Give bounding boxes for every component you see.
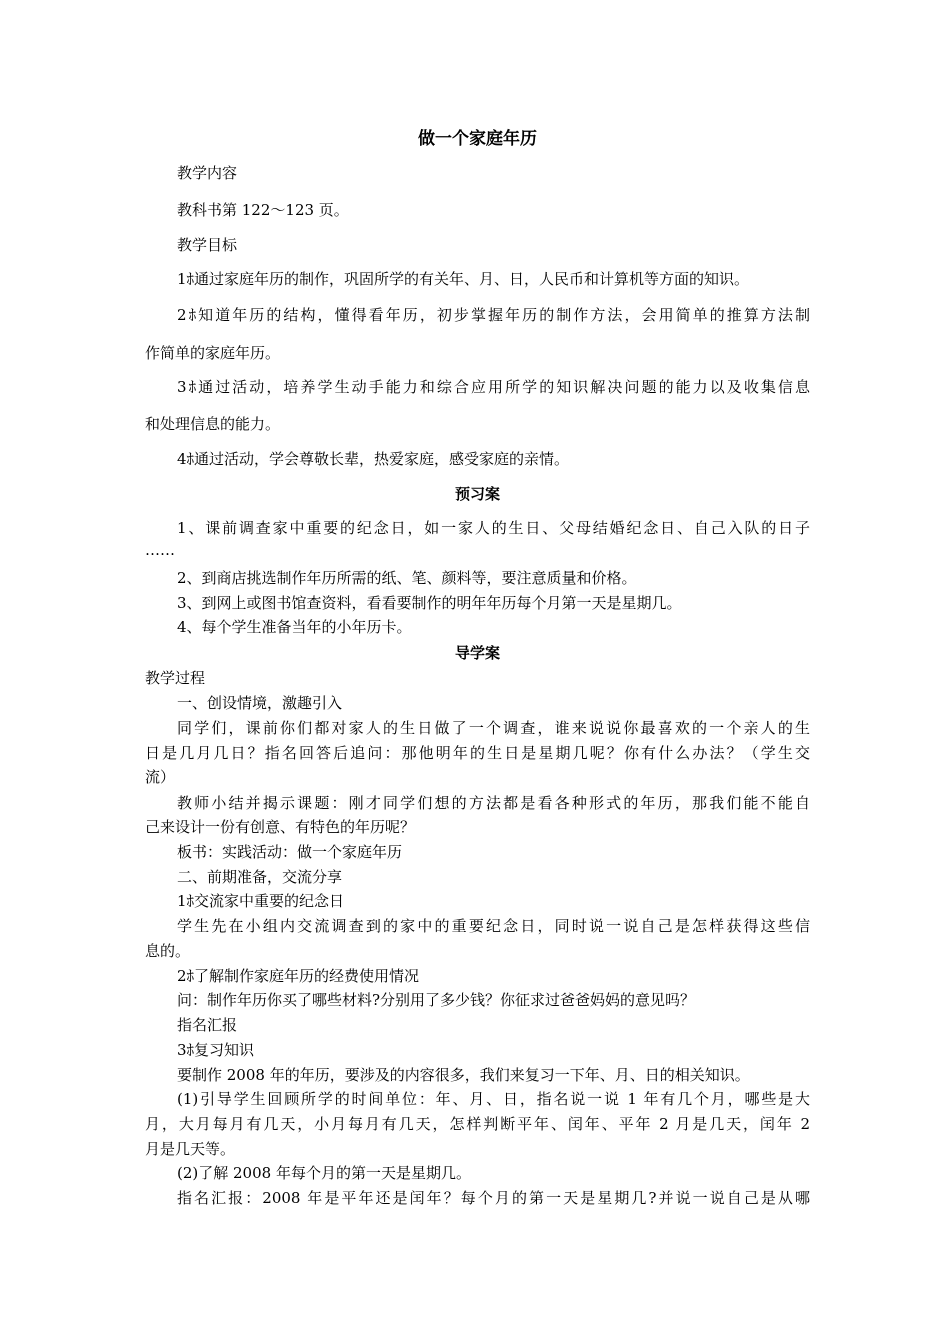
preview-line: …… — [145, 541, 175, 559]
goal-line: 作简单的家庭年历。 — [145, 344, 281, 362]
section-heading: 教学内容 — [177, 164, 238, 182]
section-heading: 导学案 — [454, 644, 500, 662]
guide-line: 指名汇报 — [177, 1016, 238, 1034]
guide-line: 问：制作年历你买了哪些材料?分别用了多少钱？你征求过爸爸妈妈的意见吗？ — [177, 991, 696, 1009]
guide-line: 教学过程 — [145, 669, 206, 687]
guide-line: (1)引导学生回顾所学的时间单位：年、月、日，指名说一说 1 年有几个月，哪些是大 — [177, 1090, 810, 1108]
section-heading: 教学目标 — [177, 236, 238, 254]
goal-line: 3ﾎ通过活动，培养学生动手能力和综合应用所学的知识解决问题的能力以及收集信息 — [177, 378, 810, 396]
guide-line: (2)了解 2008 年每个月的第一天是星期几。 — [177, 1164, 471, 1182]
guide-line: 教师小结并揭示课题：刚才同学们想的方法都是看各种形式的年历，那我们能不能自 — [177, 794, 810, 812]
document-title: 做一个家庭年历 — [418, 129, 537, 149]
preview-line: 1、课前调查家中重要的纪念日，如一家人的生日、父母结婚纪念日、自己入队的日子 — [177, 519, 810, 537]
paragraph: 教科书第 122～123 页。 — [177, 201, 349, 219]
guide-line: 同学们，课前你们都对家人的生日做了一个调查，谁来说说你最喜欢的一个亲人的生 — [177, 719, 810, 737]
guide-line: 3ﾎ复习知识 — [177, 1041, 255, 1059]
guide-line: 一、创设情境，激趣引入 — [177, 694, 343, 712]
guide-line: 1ﾎ交流家中重要的纪念日 — [177, 892, 345, 910]
guide-line: 指名汇报：2008 年是平年还是闰年？每个月的第一天是星期几?并说一说自己是从哪 — [177, 1189, 810, 1207]
guide-line: 月是几天等。 — [145, 1140, 236, 1158]
guide-line: 息的。 — [145, 942, 191, 960]
goal-line: 2ﾎ知道年历的结构，懂得看年历，初步掌握年历的制作方法，会用简单的推算方法制 — [177, 306, 810, 324]
guide-line: 要制作 2008 年的年历，要涉及的内容很多，我们来复习一下年、月、日的相关知识。 — [177, 1066, 750, 1084]
guide-line: 二、前期准备，交流分享 — [177, 868, 343, 886]
preview-line: 3、到网上或图书馆查资料，看看要制作的明年年历每个月第一天是星期几。 — [177, 594, 682, 612]
goal-line: 和处理信息的能力。 — [145, 415, 281, 433]
section-heading: 预习案 — [454, 485, 500, 503]
guide-line: 日是几月几日？指名回答后追问：那他明年的生日是星期几呢？你有什么办法？（学生交 — [145, 744, 810, 762]
guide-line: 板书：实践活动：做一个家庭年历 — [177, 843, 403, 861]
guide-line: 月，大月每月有几天，小月每月有几天，怎样判断平年、闰年、平年 2 月是几天，闰年 2 — [145, 1115, 810, 1133]
guide-line: 流） — [145, 768, 176, 786]
guide-line: 己来设计一份有创意、有特色的年历呢？ — [145, 818, 416, 836]
guide-line: 学生先在小组内交流调查到的家中的重要纪念日，同时说一说自己是怎样获得这些信 — [177, 917, 810, 935]
preview-line: 2、到商店挑选制作年历所需的纸、笔、颜料等，要注意质量和价格。 — [177, 569, 637, 587]
guide-line: 2ﾎ了解制作家庭年历的经费使用情况 — [177, 967, 420, 985]
goal-line: 1ﾎ通过家庭年历的制作，巩固所学的有关年、月、日，人民币和计算机等方面的知识。 — [177, 270, 750, 288]
preview-line: 4、每个学生准备当年的小年历卡。 — [177, 618, 412, 636]
goal-line: 4ﾎ通过活动，学会尊敬长辈，热爱家庭，感受家庭的亲情。 — [177, 450, 570, 468]
